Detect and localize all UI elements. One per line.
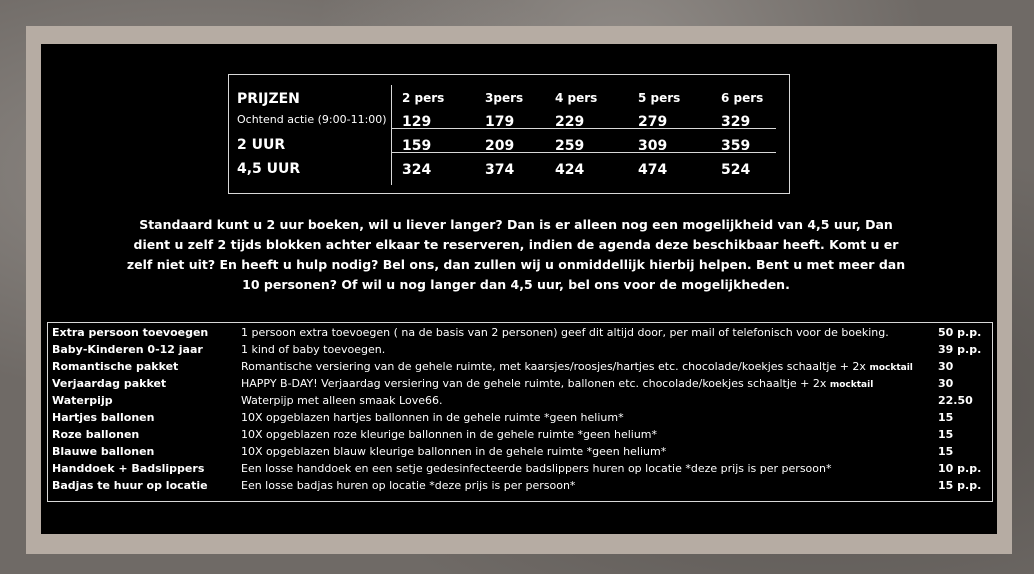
extra-description: 1 kind of baby toevoegen. xyxy=(241,343,386,356)
extra-name: Baby-Kinderen 0-12 jaar xyxy=(52,343,203,356)
extra-description: Romantische versiering van de gehele ruimte, met kaarsjes/roosjes/hartjes etc. chocolade/koekjes schaaltje + 2x mocktail xyxy=(241,360,913,373)
extra-price: 50 p.p. xyxy=(938,326,982,339)
extra-price: 10 p.p. xyxy=(938,462,982,475)
price-cell: 309 xyxy=(638,138,668,154)
extra-price: 30 xyxy=(938,377,954,390)
extra-description: Een losse badjas huren op locatie *deze prijs is per persoon* xyxy=(241,479,576,492)
table-row xyxy=(48,479,992,496)
extra-description: HAPPY B-DAY! Verjaardag versiering van de gehele ruimte, ballonen etc. chocolade/koekjes schaaltje + 2x mocktail xyxy=(241,377,874,390)
extra-price: 22.50 xyxy=(938,394,973,407)
price-cell: 279 xyxy=(638,114,668,130)
booking-notice: Standaard kunt u 2 uur boeken, wil u liever langer? Dan is er alleen nog een mogelijkheid van 4,5 uur, Dan dient u zelf 2 tijds blokken achter elkaar te reserveren, indien de agenda deze beschikbaar heeft. Komt u er zelf niet uit? En heeft u hulp nodig? Bel ons, dan zullen wij u onmiddellijk hierbij helpen. Bent u met meer dan 10 personen? Of wil u nog langer dan 4,5 uur, bel ons voor de mogelijkheden. xyxy=(126,217,906,292)
table-row xyxy=(48,377,992,394)
price-cell: 329 xyxy=(721,114,751,130)
header-cell: 3pers xyxy=(485,91,524,105)
table-row xyxy=(48,394,992,411)
table-row xyxy=(48,326,992,343)
extra-price: 15 xyxy=(938,411,954,424)
price-cell: 209 xyxy=(485,138,515,154)
extras-table xyxy=(47,322,993,502)
price-cell: 324 xyxy=(402,162,432,178)
extra-name: Waterpijp xyxy=(52,394,113,407)
extra-name: Badjas te huur op locatie xyxy=(52,479,208,492)
two-hour-label: 2 UUR xyxy=(237,137,286,153)
price-title: PRIJZEN xyxy=(237,91,300,107)
price-cell: 474 xyxy=(638,162,668,178)
extra-price: 15 xyxy=(938,445,954,458)
price-cell: 179 xyxy=(485,114,515,130)
extra-description: 1 persoon extra toevoegen ( na de basis van 2 personen) geef dit altijd door, per mail of telefonisch voor de boeking. xyxy=(241,326,889,339)
extra-price: 15 p.p. xyxy=(938,479,982,492)
extra-description: 10X opgeblazen roze kleurige ballonnen in de gehele ruimte *geen helium* xyxy=(241,428,658,441)
extra-name: Roze ballonen xyxy=(52,428,140,441)
extra-name: Blauwe ballonen xyxy=(52,445,155,458)
price-cell: 229 xyxy=(555,114,585,130)
extra-description: 10X opgeblazen blauw kleurige ballonnen in de gehele ruimte *geen helium* xyxy=(241,445,667,458)
price-table xyxy=(228,74,790,194)
extra-description: Waterpijp met alleen smaak Love66. xyxy=(241,394,443,407)
extra-name: Handdoek + Badslippers xyxy=(52,462,205,475)
extra-name: Verjaardag pakket xyxy=(52,377,167,390)
price-cell: 359 xyxy=(721,138,751,154)
extra-price: 39 p.p. xyxy=(938,343,982,356)
price-cell: 259 xyxy=(555,138,585,154)
extra-description: Een losse handdoek en een setje gedesinfecteerde badslippers huren op locatie *deze prijs is per persoon* xyxy=(241,462,832,475)
morning-offer-label: Ochtend actie (9:00-11:00) xyxy=(237,113,387,126)
table-row xyxy=(48,411,992,428)
price-cell: 159 xyxy=(402,138,432,154)
extra-name: Hartjes ballonen xyxy=(52,411,155,424)
header-cell: 5 pers xyxy=(638,91,681,105)
extra-price: 15 xyxy=(938,428,954,441)
header-cell: 6 pers xyxy=(721,91,764,105)
price-cell: 374 xyxy=(485,162,515,178)
price-cell: 524 xyxy=(721,162,751,178)
extra-description: 10X opgeblazen hartjes ballonnen in de gehele ruimte *geen helium* xyxy=(241,411,624,424)
table-row xyxy=(48,462,992,479)
table-row xyxy=(48,445,992,462)
extra-name: Extra persoon toevoegen xyxy=(52,326,209,339)
four-half-hour-label: 4,5 UUR xyxy=(237,161,301,177)
table-row xyxy=(48,428,992,445)
price-grid xyxy=(391,85,784,185)
header-cell: 2 pers xyxy=(402,91,445,105)
content-panel xyxy=(41,44,997,534)
header-cell: 4 pers xyxy=(555,91,598,105)
table-row xyxy=(48,343,992,360)
price-cell: 129 xyxy=(402,114,432,130)
table-row xyxy=(48,360,992,377)
extra-name: Romantische pakket xyxy=(52,360,179,373)
extra-price: 30 xyxy=(938,360,954,373)
price-cell: 424 xyxy=(555,162,585,178)
